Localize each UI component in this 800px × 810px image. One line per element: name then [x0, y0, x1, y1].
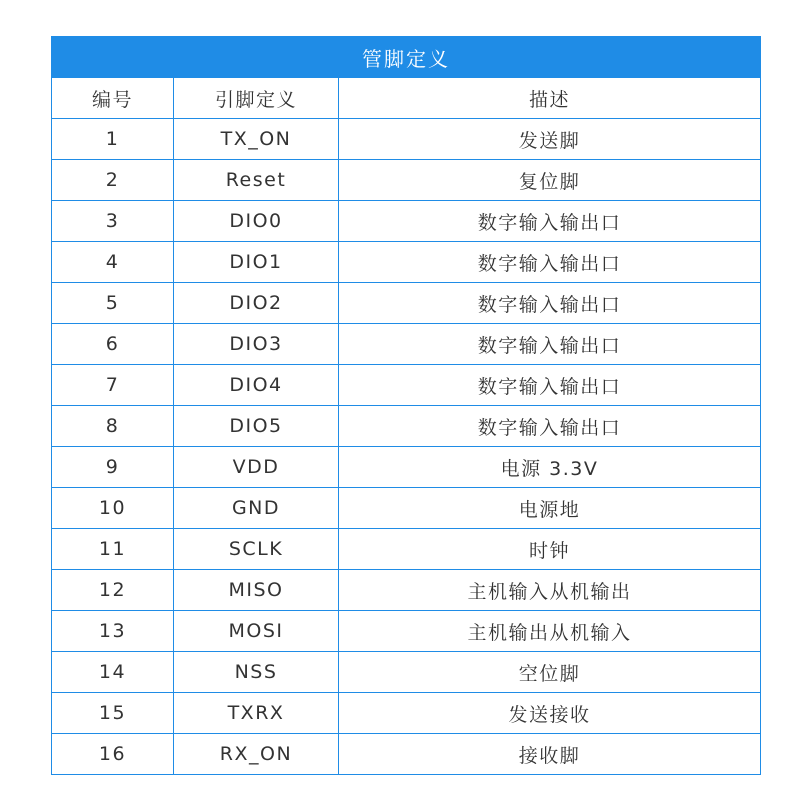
table-row [52, 652, 761, 693]
pin-number: 8 [52, 406, 174, 447]
pin-definition-table-container [51, 36, 760, 775]
pin-number: 4 [52, 242, 174, 283]
pin-number: 7 [52, 365, 174, 406]
pin-description: 数字输入输出口 [339, 406, 761, 447]
pin-number: 16 [52, 734, 174, 775]
pin-description: 空位脚 [339, 652, 761, 693]
pin-description: 数字输入输出口 [339, 283, 761, 324]
pin-description: 复位脚 [339, 160, 761, 201]
table-row [52, 242, 761, 283]
pin-description: 数字输入输出口 [339, 242, 761, 283]
table-row [52, 324, 761, 365]
pin-number: 9 [52, 447, 174, 488]
pin-description: 数字输入输出口 [339, 365, 761, 406]
pin-description: 主机输出从机输入 [339, 611, 761, 652]
pin-name: MOSI [174, 611, 339, 652]
table-row [52, 447, 761, 488]
pin-name: DIO4 [174, 365, 339, 406]
pin-number: 15 [52, 693, 174, 734]
table-row [52, 160, 761, 201]
pin-number: 6 [52, 324, 174, 365]
pin-description: 电源地 [339, 488, 761, 529]
pin-name: DIO0 [174, 201, 339, 242]
pin-definition-table [51, 36, 761, 775]
pin-description: 电源 3.3V [339, 447, 761, 488]
pin-name: DIO5 [174, 406, 339, 447]
table-row [52, 406, 761, 447]
table-row [52, 529, 761, 570]
pin-number: 3 [52, 201, 174, 242]
pin-number: 12 [52, 570, 174, 611]
pin-description: 主机输入从机输出 [339, 570, 761, 611]
pin-name: NSS [174, 652, 339, 693]
pin-name: VDD [174, 447, 339, 488]
table-row [52, 201, 761, 242]
pin-description: 发送脚 [339, 119, 761, 160]
pin-name: GND [174, 488, 339, 529]
pin-number: 2 [52, 160, 174, 201]
pin-description: 数字输入输出口 [339, 201, 761, 242]
table-row [52, 119, 761, 160]
pin-description: 发送接收 [339, 693, 761, 734]
pin-number: 5 [52, 283, 174, 324]
pin-name: DIO3 [174, 324, 339, 365]
pin-name: Reset [174, 160, 339, 201]
table-row [52, 488, 761, 529]
table-row [52, 611, 761, 652]
table-row [52, 734, 761, 775]
pin-number: 14 [52, 652, 174, 693]
table-header-row [52, 78, 761, 119]
table-row [52, 283, 761, 324]
header-number: 编号 [52, 78, 174, 119]
pin-name: TX_ON [174, 119, 339, 160]
pin-description: 数字输入输出口 [339, 324, 761, 365]
pin-description: 时钟 [339, 529, 761, 570]
pin-description: 接收脚 [339, 734, 761, 775]
pin-number: 11 [52, 529, 174, 570]
pin-name: SCLK [174, 529, 339, 570]
pin-number: 1 [52, 119, 174, 160]
table-row [52, 570, 761, 611]
table-title-row [52, 37, 761, 78]
pin-name: DIO2 [174, 283, 339, 324]
pin-name: DIO1 [174, 242, 339, 283]
pin-name: RX_ON [174, 734, 339, 775]
pin-name: MISO [174, 570, 339, 611]
pin-number: 13 [52, 611, 174, 652]
table-row [52, 365, 761, 406]
pin-number: 10 [52, 488, 174, 529]
table-row [52, 693, 761, 734]
header-description: 描述 [339, 78, 761, 119]
table-title: 管脚定义 [52, 37, 761, 78]
header-pin-definition: 引脚定义 [174, 78, 339, 119]
pin-name: TXRX [174, 693, 339, 734]
